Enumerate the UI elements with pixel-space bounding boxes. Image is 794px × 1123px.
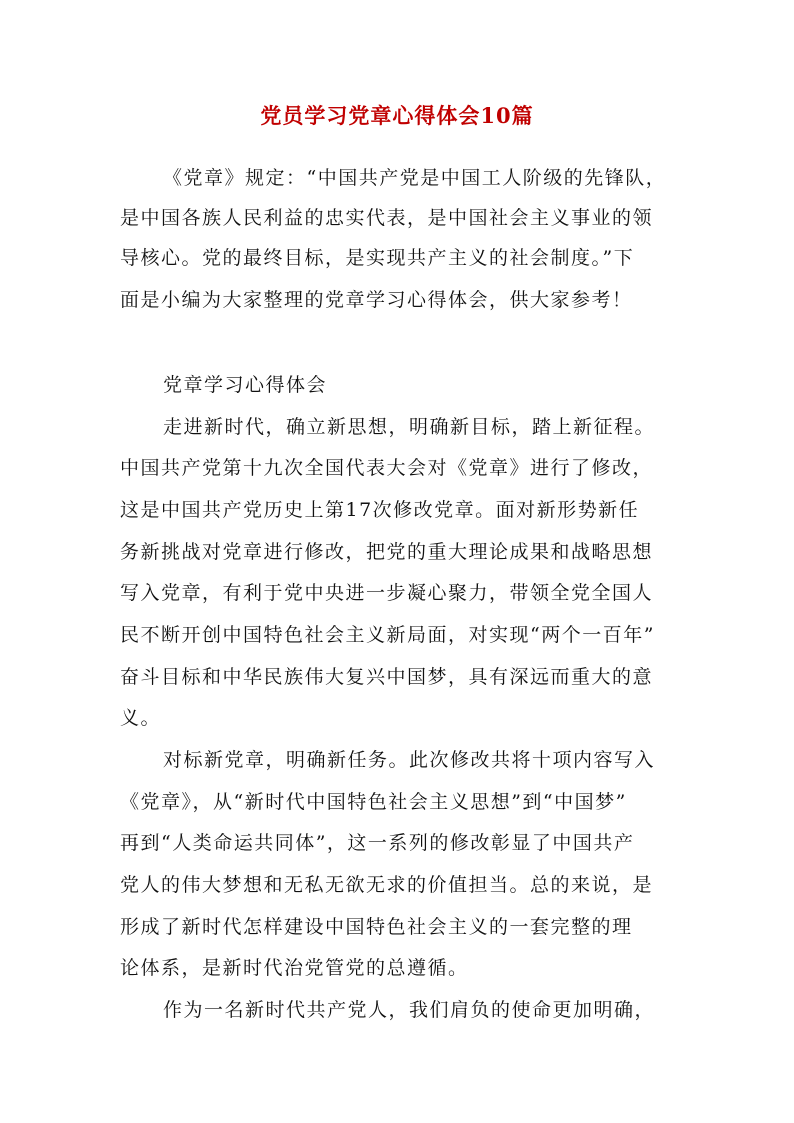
intro-line-3: 导核心。党的最终目标，是实现共产主义的社会制度。”下 [120, 247, 635, 269]
paragraph1-line-7: 奋斗目标和中华民族伟大复兴中国梦，具有深远而重大的意 [120, 666, 654, 688]
paragraph1-line-2: 中国共产党第十九次全国代表大会对《党章》进行了修改， [120, 457, 654, 479]
paragraph2-line-3: 再到“人类命运共同体”，这一系列的修改彰显了中国共产 [120, 832, 635, 854]
intro-line-4: 面是小编为大家整理的党章学习心得体会，供大家参考！ [120, 289, 633, 311]
paragraph2-line-4: 党人的伟大梦想和无私无欲无求的价值担当。总的来说，是 [120, 874, 654, 896]
paragraph1-line-6: 民不断开创中国特色社会主义新局面，对实现“两个一百年” [120, 624, 655, 646]
paragraph2-line-1: 对标新党章，明确新任务。此次修改共将十项内容写入 [163, 749, 656, 771]
paragraph1-line-8: 义。 [120, 707, 162, 729]
paragraph1-line-5: 写入党章，有利于党中央进一步凝心聚力，带领全党全国人 [120, 582, 654, 604]
paragraph1-line-3: 这是中国共产党历史上第17次修改党章。面对新形势新任 [120, 499, 640, 521]
paragraph2-line-2: 《党章》，从“新时代中国特色社会主义思想”到“中国梦” [120, 791, 627, 813]
intro-line-2: 是中国各族人民利益的忠实代表，是中国社会主义事业的领 [120, 207, 654, 229]
paragraph3-line-1: 作为一名新时代共产党人，我们肩负的使命更加明确， [163, 999, 656, 1021]
paragraph2-line-5: 形成了新时代怎样建设中国特色社会主义的一套完整的理 [120, 916, 633, 938]
document-title: 党员学习党章心得体会10篇 [260, 103, 534, 128]
paragraph1-line-4: 务新挑战对党章进行修改，把党的重大理论成果和战略思想 [120, 541, 654, 563]
paragraph1-line-1: 走进新时代，确立新思想，明确新目标，踏上新征程。 [163, 416, 656, 438]
paragraph2-line-6: 论体系，是新时代治党管党的总遵循。 [120, 957, 469, 979]
intro-line-1: 《党章》规定：“中国共产党是中国工人阶级的先锋队， [163, 167, 667, 189]
section-heading: 党章学习心得体会 [163, 374, 328, 396]
